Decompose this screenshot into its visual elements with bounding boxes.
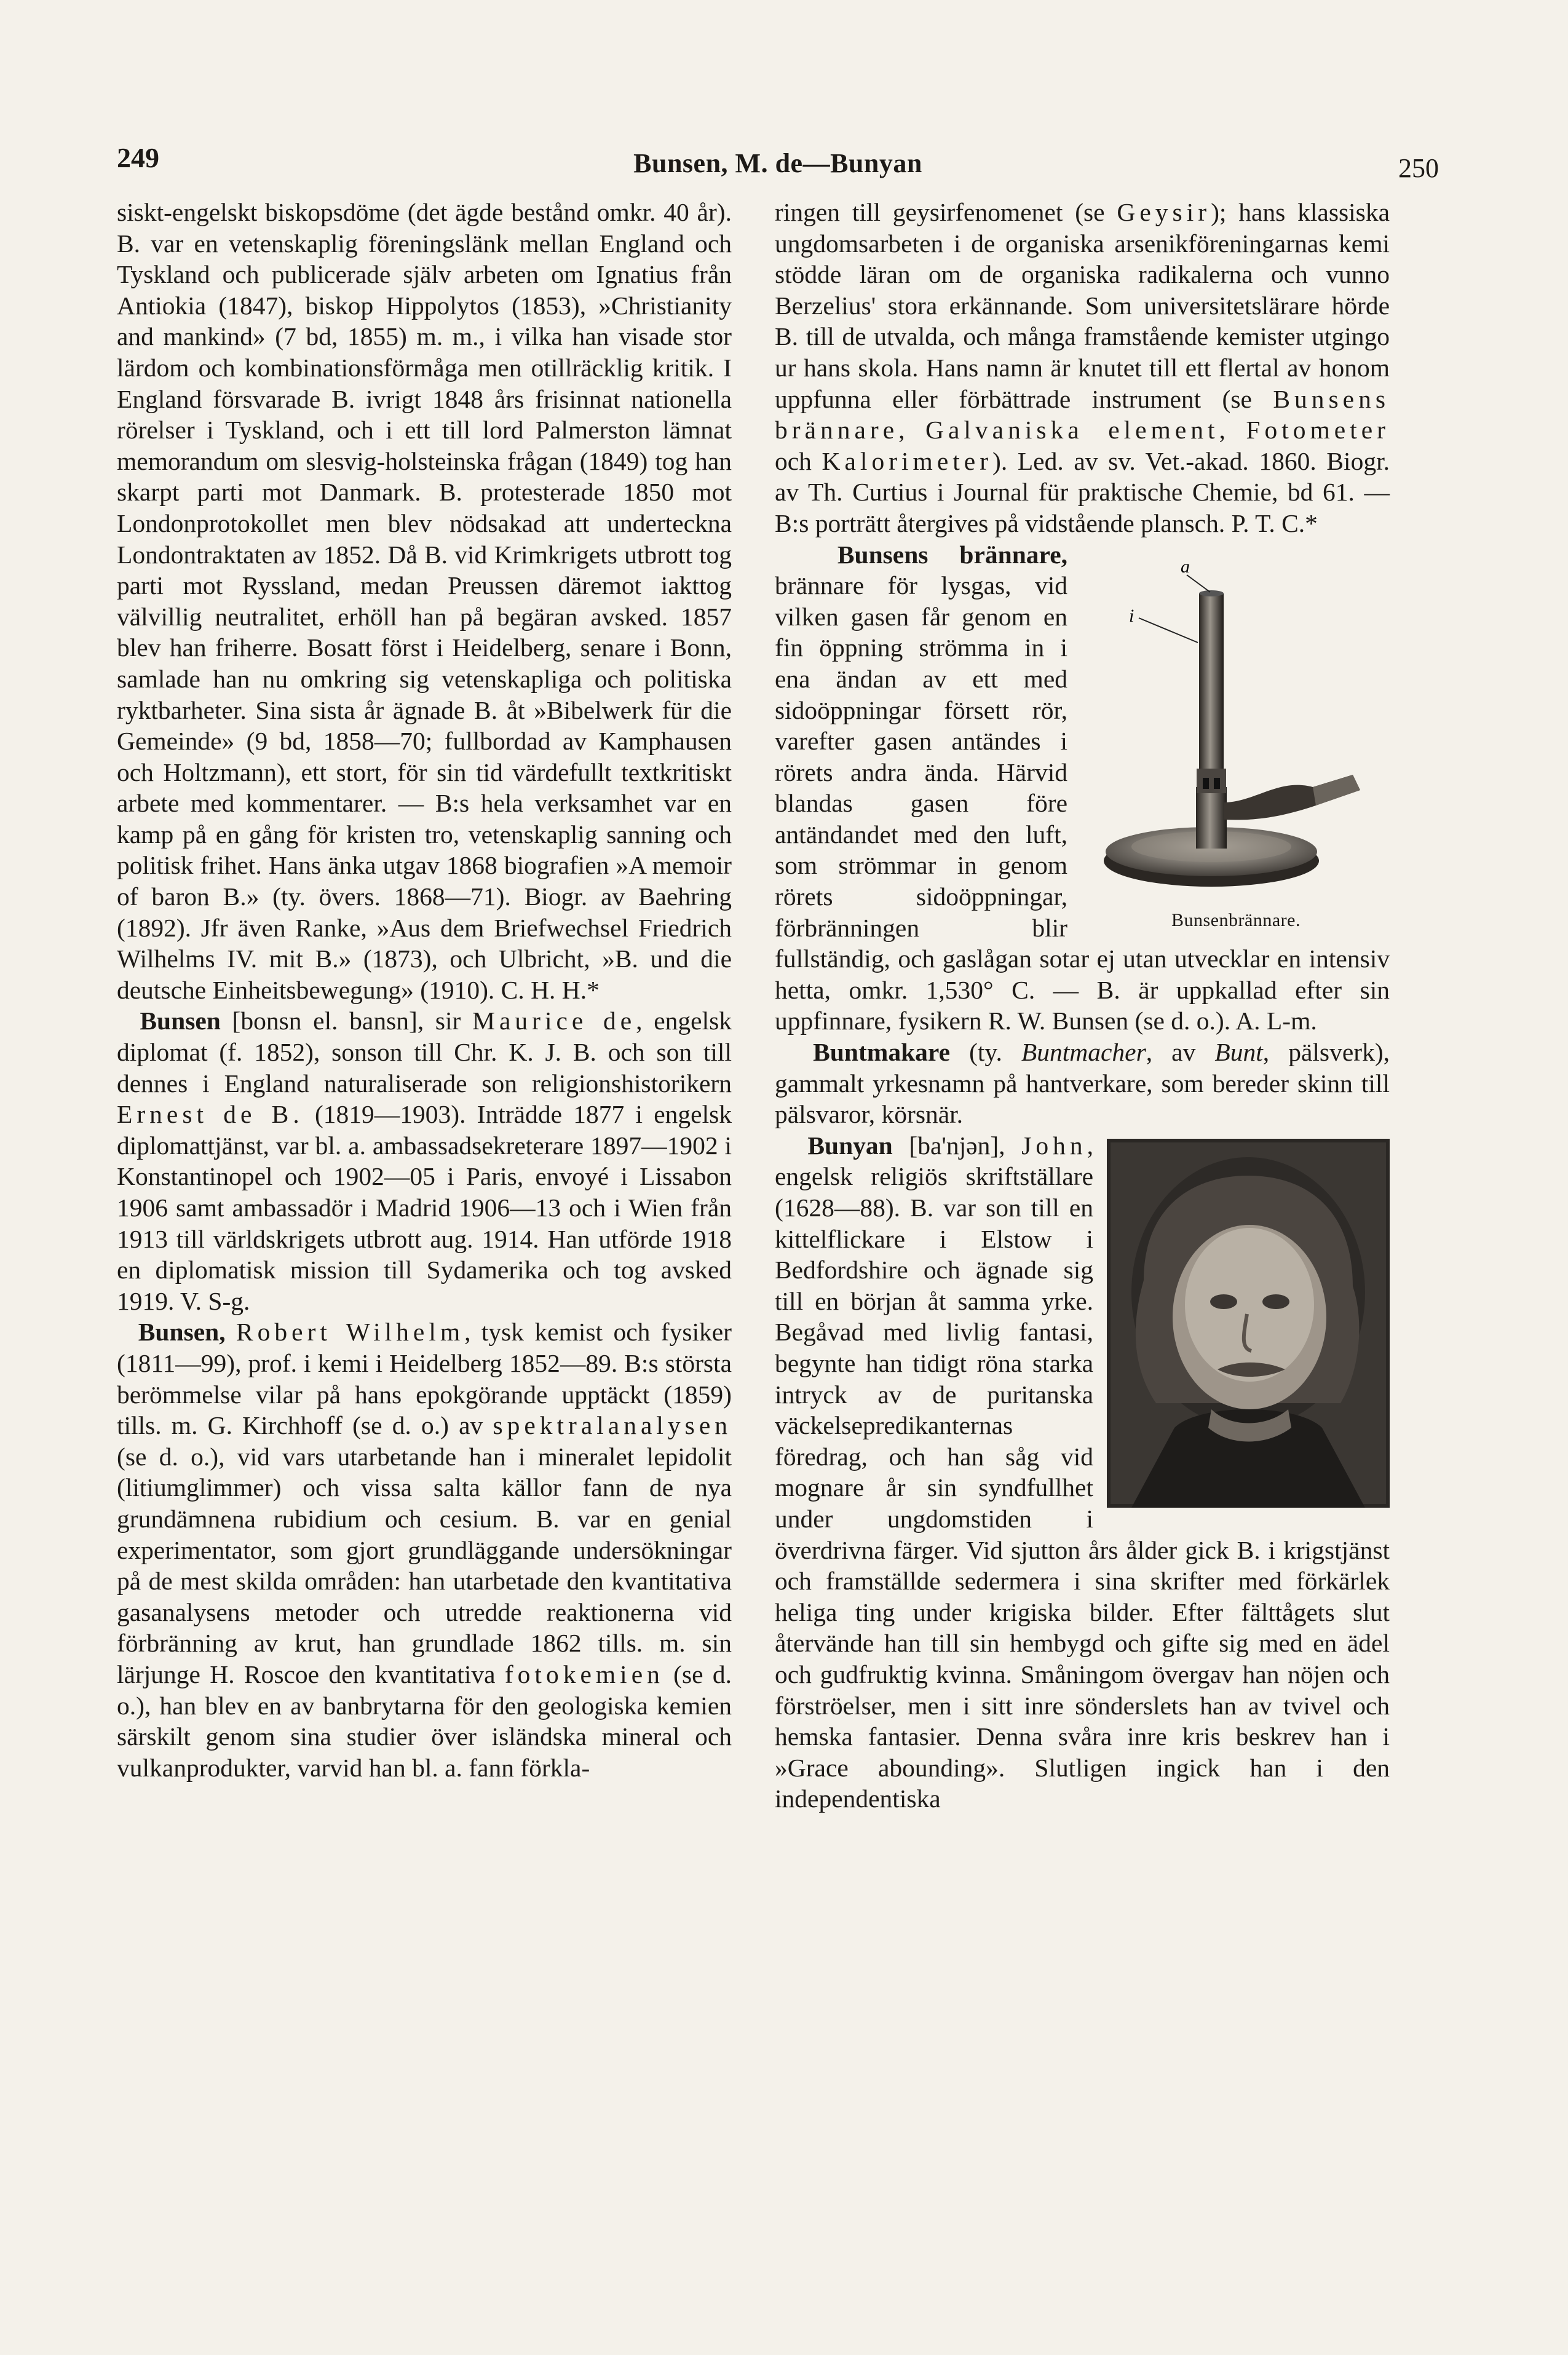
article-bunyan: Bunyan [ba'njən], John , engelsk religiös skriftställare (1628—88). B. var son till en kittelflickare i Elstow i Bedfordshire och ägnade sig till en början åt samma yrke. Begåvad med livlig fantasi, begynte han tidigt röna starka intryck av de puritanska väckelsepredikanternas föredrag, och han såg vid mognare år sin syndfullhet under ungdomstiden i överdrivna färger. Vid sjutton års ålder gick B. i krigstjänst och framställde sedermera i sina skrifter med förkärlek heliga ting under krigiska bilder. Efter fälttågets slut återvände han till sin hembygd och gifte sig med en ädel och gudfruktig kvinna. Småningom övergav han nöjen och förströelser, men i sitt inre sönderslets han av tvivel och hemska fantasier. Denna svåra inre kris beskrev han i »Grace abounding». Slutligen ingick han i den independentiska: [775, 1131, 1390, 1813]
spaced-name: John: [1021, 1131, 1087, 1160]
spaced-name: Maurice de: [472, 1007, 636, 1035]
running-title: Bunsen, M. de—Bunyan: [633, 148, 922, 178]
cross-reference: Bunsens brännare: [775, 384, 1390, 445]
headword: Bunsens brännare,: [837, 540, 1067, 569]
page-number-right: 250: [1398, 153, 1439, 183]
article-bunsens-brannare: Bunsens brännare, a i Bunsenbrännare. brännare för lysgas, vid vilken gasen får genom en fin öppning strömma in i ena ändan av ett med sidoöppningar försett rör, varefter gasen antändes i rörets andra ända. Härvid blandas gasen före antändandet med den luft, som strömmar in genom rörets sidoöppningar, förbränningen blir fullständig, och gaslågan sotar ej utan utvecklar en intensiv hetta, omkr. 1,530° C. — B. är uppkallad efter sin uppfinnare, fysikern R. W. Bunsen (se d. o.). A. L-m.: [775, 540, 1390, 1035]
headword: Bunsen,: [138, 1318, 226, 1347]
headword: Bunsen: [140, 1007, 221, 1035]
cross-reference: fotokemien: [504, 1660, 664, 1688]
cross-reference: spektralanalysen: [493, 1411, 732, 1440]
bunyan-portrait-figure: [1107, 1139, 1390, 1508]
article-bunsen-robert: Bunsen, Robert Wilhelm, tysk kemist och fysiker (1811—99), prof. i kemi i Heidelberg 1852—89. B:s största berömmelse vilar på hans epokgörande upptäckt (1859) tills. m. G. Kirchhoff (se d. o.) av spektralanalysen (se d. o.), vid vars utarbetande han i mineralet lepidolit (litiumglimmer) och vissa salta källor fann de nya grundämnena rubidium och cesium. B. var en genial experimentator, som gjort grundläggande undersökningar på de mest skilda områden: han utarbetade den kvantitativa gasanalysens metoder och utredde reaktionerna vid förbränning av krut, han grundlade 1862 tills. m. sin lärjunge H. Roscoe den kvantitativa fotokemien (se d. o.), han blev en av banbrytarna för den geologiska kemien särskilt genom sina studier över isländska mineral och vulkanprodukter, varvid han bl. a. fann förkla-: [117, 1318, 732, 1782]
cross-reference: Geysir: [1117, 198, 1211, 226]
article-bunsen-maurice: Bunsen [bonsn el. bansn], sir Maurice de, engelsk diplomat (f. 1852), sonson till Chr. K. J. B. och son till dennes i England naturaliserade son religionshistorikern Ernest de B. (1819—1903). Inträdde 1877 i engelsk diplomattjänst, var bl. a. ambassadsekreterare 1897—1902 i Konstantinopel och 1902—05 i Paris, envoyé i Lissabon 1906 samt ambassadör i Madrid 1906—13 och i Wien från 1913 till världskrigets utbrott aug. 1914. Han utförde 1918 en diplomatisk mission till Sydamerika och tog avsked 1919. V. S-g.: [117, 1007, 732, 1315]
right-column: [775, 197, 1390, 1815]
figure-label-a: a: [1181, 556, 1190, 577]
spaced-name: Robert Wilhelm: [236, 1318, 465, 1347]
bunsen-burner-illustration: [1095, 544, 1377, 907]
left-column: [117, 197, 732, 1783]
article-bunsen-robert-continued: ringen till geysirfenomenet (se Geysir); hans klassiska ungdomsarbeten i de organiska arsenikföreningarnas kemi stödde läran om de organiska radikalerna och vunno Berzelius' stora erkännande. Som universitetslärare hörde B. till de utvalda, och många framstående kemister utgingo ur hans skola. Hans namn är knutet till ett flertal av honom uppfunna eller förbättrade instrument (se Bunsens brännare, Galvaniska element, Fotometer och Kalorimeter). Led. av sv. Vet.-akad. 1860. Biogr. av Th. Curtius i Journal für praktische Chemie, bd 61. — B:s porträtt återgives på vidstående plansch. P. T. C.*: [775, 198, 1390, 537]
bunyan-portrait: [1107, 1139, 1390, 1508]
article-bunsen-christian-continued: siskt-engelskt biskopsdöme (det ägde bestånd omkr. 40 år). B. var en vetenskaplig föreningslänk mellan England och Tyskland och publicerade själv arbeten om Ignatius från Antiokia (1847), biskop Hippolytos (1853), »Christianity and mankind» (7 bd, 1855) m. m., i vilka han visade stor lärdom och kombinationsförmåga men otillräcklig kritik. I England försvarade B. ivrigt 1848 års frisinnat nationella rörelser i Tyskland, och i ett till lord Palmerston lämnat memorandum om slesvig-holsteinska frågan (1849) tog han skarpt parti mot Danmark. B. protesterade 1850 mot Londonprotokollet men blev nödsakad att underteckna Londontraktaten av 1852. Då B. vid Krimkrigets utbrott tog parti mot Ryssland, medan Preussen däremot iakttog välvillig neutralitet, erhöll han på begäran avsked. 1857 blev han friherre. Bosatt först i Heidelberg, senare i Bonn, samlade han nu omkring sig vetenskapliga och politiska ryktbarheter. Sina sista år ägnade B. åt »Bibelwerk für die Gemeinde» (9 bd, 1858—70; fullbordad av Kamphausen och Holtzmann), ett stort, för sin tid värdefullt textkritiskt arbete med kommentarer. — B:s hela verksamhet var en kamp på en gång för kristen tro, vetenskaplig sanning och politisk frihet. Hans änka utgav 1868 biografien »A memoir of baron B.» (ty. övers. 1868—71). Biogr. av Baehring (1892). Jfr även Ranke, »Aus dem Briefwechsel Friedrich Wilhelms IV. mit B.» (1873), och Ulbricht, »B. und die deutsche Einheitsbewegung» (1910). C. H. H.*: [117, 198, 732, 1004]
page-header: [117, 141, 1439, 191]
headword: Bunyan: [807, 1131, 893, 1160]
figure-label-i: i: [1129, 605, 1134, 626]
cross-reference: Galvaniska element: [925, 416, 1219, 445]
spaced-name: Ernest de B.: [117, 1100, 304, 1129]
bunsen-burner-figure: [1082, 544, 1390, 932]
headword: Buntmakare: [813, 1038, 951, 1067]
figure-caption: Bunsenbrännare.: [1171, 909, 1301, 930]
page-number-left: 249: [117, 142, 159, 173]
cross-reference: Fotometer: [1246, 416, 1390, 445]
cross-reference: Kalorimeter: [822, 446, 993, 475]
article-buntmakare: Buntmakare (ty. Buntmacher, av Bunt, pälsverk), gammalt yrkesnamn på hantverkare, som bereder skinn till pälsvaror, körsnär.: [775, 1038, 1390, 1129]
